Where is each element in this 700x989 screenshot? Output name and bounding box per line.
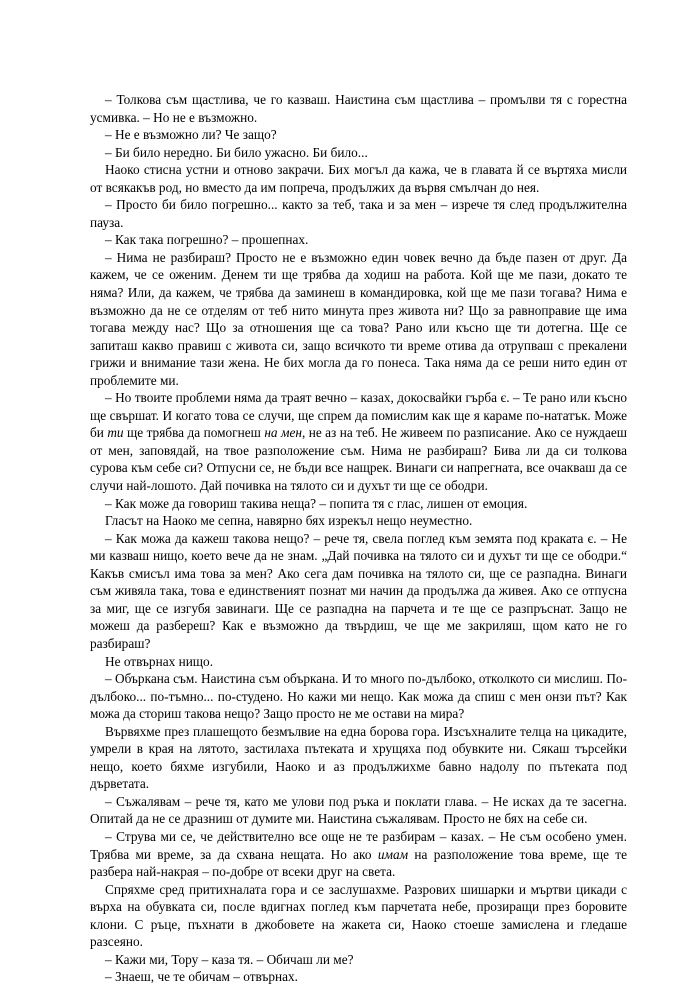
emphasis-text: на мен	[264, 425, 302, 441]
paragraph-text: – Толкова съм щастлива, че го казваш. Наистина съм щастлива – промълви тя с горестна усмивка. – Но не е възможно.	[90, 92, 627, 125]
paragraph-text: – Кажи ми, Тору – каза тя. – Обичаш ли ме?	[105, 951, 354, 967]
body-paragraph	[90, 91, 627, 126]
paragraph-text: Спряхме сред притихналата гора и се заслушахме. Разрових шишарки и мъртви цикади с върха на обувката си, после вдигнах поглед към парчетата небе, прозиращи през боровите клони. С ръце, пъхнати в джобовете на жакета си, Наоко стоеше замислена и гледаше разсеяно.	[90, 881, 627, 950]
emphasis-text: ти	[107, 425, 124, 441]
paragraph-text: , не аз на теб. Не живеем по разписание. Ако се нуждаеш от мен, заповядай, на твое разположение съм. Нима не разбираш? Бива ли да си толкова сурова към себе си? Отпусни се, не бъди все нащрек. Винаги си напрегната, все очакваш да се случи най-лошото. Дай почивка на тялото си и духът ти ще се ободри.	[90, 425, 627, 494]
paragraph-text: Наоко стисна устни и отново закрачи. Бих могъл да кажа, че в главата й се въртяха мисли от всякакъв род, но вместо да им попреча, продължих да вървя смълчан до нея.	[90, 162, 627, 195]
body-paragraph	[90, 231, 627, 249]
body-paragraph	[90, 126, 627, 144]
body-paragraph	[90, 495, 627, 513]
body-paragraph	[90, 249, 627, 389]
body-paragraph	[90, 530, 627, 653]
paragraph-text: – Струва ми се, че действително все още не те разбирам – казах. – Не съм особено умен. Трябва ми време, за да схвана нещата. Но ако	[90, 828, 627, 862]
body-paragraph	[90, 196, 627, 231]
paragraph-text: – Как можа да кажеш такова нещо? – рече тя, свела поглед към земята под краката є. – Не ми казваш нищо, което вече да не знам. „Дай почивка на тялото си и духът ти ще се ободри.“ Какъв смисъл има това за мен? Ако сега дам почивка на тялото си, ще се разпадна. Винаги съм живяла така, това е единственият познат ми начин да продължа да живея. Ако се отпусна за миг, ще се изгубя завинаги. Ще се разпадна на парчета и те ще се разпръснат. Защо не можеш да разбереш? Как е възможно да твърдиш, че ще ме закриляш, щом като не го разбираш?	[90, 530, 627, 651]
body-paragraph	[90, 793, 627, 828]
paragraph-text: – Просто би било погрешно... както за теб, така и за мен – изрече тя след продължителна пауза.	[90, 197, 627, 230]
paragraph-text: ще трябва да помогнеш	[123, 425, 265, 441]
body-paragraph	[90, 653, 627, 671]
paragraph-text: Не отвърнах нищо.	[105, 653, 214, 669]
paragraph-text: Гласът на Наоко ме сепна, навярно бях изрекъл нещо неуместно.	[105, 513, 473, 529]
body-paragraph	[90, 828, 627, 881]
body-paragraph	[90, 951, 627, 969]
body-paragraph	[90, 723, 627, 793]
paragraph-text: – Знаеш, че те обичам – отвърнах.	[105, 969, 298, 985]
paragraph-text: Вървяхме през плашещото безмълвие на една борова гора. Изсъхналите телца на цикадите, умрели в края на лятото, застилаха пътеката и хрущяха под обувките ни. Сякаш търсейки нещо, което бяхме изгубили, Наоко и аз продължихме бавно надолу по пътеката под дърветата.	[90, 723, 627, 792]
body-paragraph	[90, 161, 627, 196]
body-paragraph	[90, 968, 627, 986]
paragraph-text: – Съжалявам – рече тя, като ме улови под ръка и поклати глава. – Не исках да те засегна. Опитай да не се дразниш от думите ми. Наистина съжалявам. Просто не бях на себе си.	[90, 793, 627, 827]
body-paragraph	[90, 881, 627, 951]
body-paragraph	[90, 512, 627, 530]
paragraph-text: – Но твоите проблеми няма да траят вечно – казах, докосвайки гърба є. – Те рано или късно ще свършат. И когато това се случи, ще спрем да помислим как ще я караме по-нататък. Може би	[90, 390, 627, 441]
paragraph-text: – Би било нередно. Би било ужасно. Би било...	[105, 144, 368, 160]
paragraph-text: – Как така погрешно? – прошепнах.	[105, 232, 309, 248]
body-paragraph	[90, 670, 627, 723]
paragraph-text: – Объркана съм. Наистина съм объркана. И то много по-дълбоко, отколкото си мислиш. По-дълбоко... по-тъмно... по-студено. Но кажи ми нещо. Как можа да спиш с мен онзи път? Как можа да сториш такова нещо? Защо просто не ме остави на мира?	[90, 671, 627, 722]
body-paragraph	[90, 389, 627, 494]
paragraph-text: – Не е възможно ли? Че защо?	[105, 127, 277, 143]
emphasis-text: имам	[377, 846, 409, 862]
paragraph-text: – Как може да говориш такива неща? – попита тя с глас, лишен от емоция.	[105, 495, 528, 511]
paragraph-text: на разположение това време, ще те разбера най-накрая – по-добре от всеки друг на света.	[90, 846, 628, 880]
paragraph-text: – Нима не разбираш? Просто не е възможно един човек вечно да бъде пазен от друг. Да кажем, че се оженим. Денем ти ще трябва да ходиш на работа. Кой ще ме пази, докато те няма? Или, да кажем, че трябва да заминеш в командировка, кой ще ме пази тогава? Нима е възможно да не се отделям от теб нито минута през живота ни? Що за равноправие ще има тогава между нас? Що за отношения ще са това? Рано или късно ще ти дотегна. Ще се запиташ какво правиш с живота си, защо всичкото ти време отива да отрупваш с прекалени грижи и внимание тази жена. Не бих могла да го понеса. Така няма да се реши нито един от проблемите ми.	[90, 249, 627, 388]
body-paragraph	[90, 144, 627, 162]
